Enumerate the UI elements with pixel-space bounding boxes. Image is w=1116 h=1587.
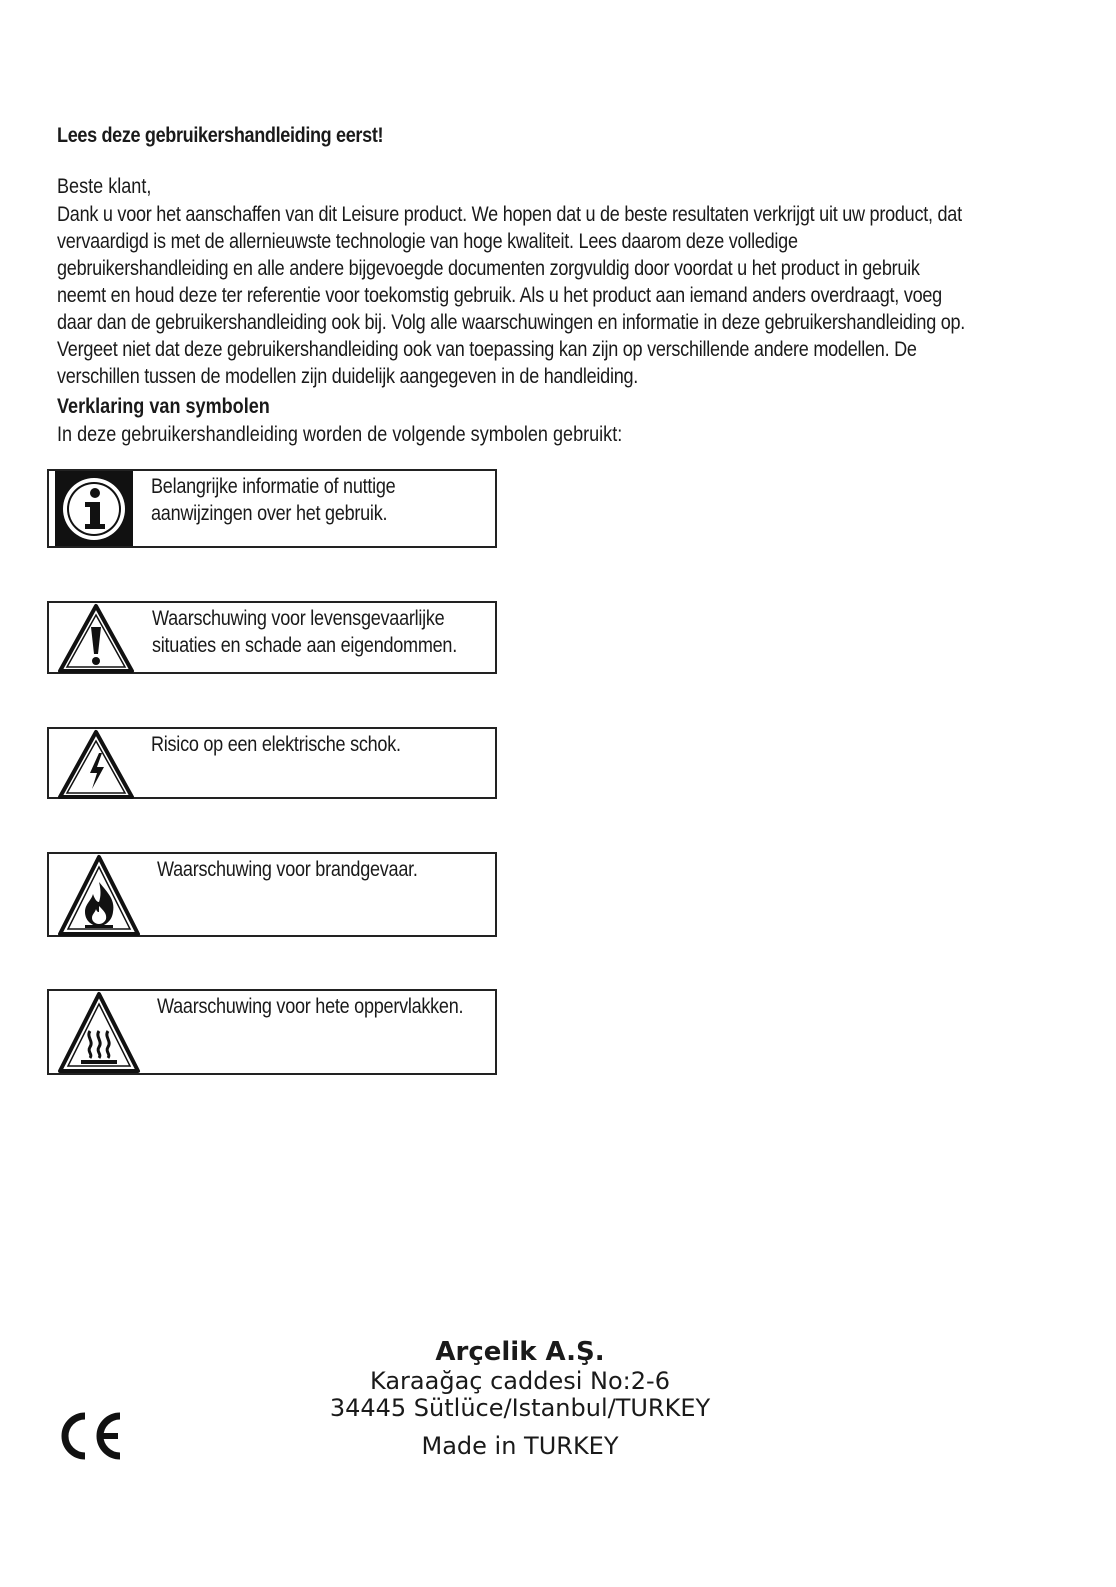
symbols-intro: In deze gebruikershandleiding worden de volgende symbolen gebruikt:	[57, 423, 623, 446]
fire-hazard-icon	[57, 854, 141, 936]
symbol-description: Waarschuwing voor levensgevaarlijke situaties en schade aan eigendommen.	[152, 607, 457, 657]
symbol-description: Belangrijke informatie of nuttige aanwijzingen over het gebruik.	[151, 475, 396, 525]
symbol-description: Risico op een elektrische schok.	[151, 733, 401, 756]
intro-line: daar dan de gebruikershandleiding ook bij. Volg alle waarschuwingen en informatie in deze gebruikershandleiding op.	[57, 311, 966, 334]
symbol-box-electric	[47, 727, 497, 799]
warning-exclamation-icon	[57, 603, 135, 673]
symbols-heading: Verklaring van symbolen	[57, 395, 270, 418]
symbol-box-warning	[47, 601, 497, 674]
greeting-text: Beste klant,	[57, 175, 152, 198]
intro-line: neemt en houd deze ter referentie voor toekomstig gebruik. Als u het product aan iemand anders overdraagt, voeg	[57, 284, 942, 307]
made-in-text: Made in TURKEY	[421, 1432, 619, 1460]
page-title: Lees deze gebruikershandleiding eerst!	[57, 124, 384, 147]
intro-line: gebruikershandleiding en alle andere bijgevoegde documenten zorgvuldig door voordat u het product in gebruik	[57, 257, 920, 280]
symbol-description: Waarschuwing voor hete oppervlakken.	[157, 995, 464, 1018]
address-line: Karaağaç caddesi No:2-6	[370, 1367, 670, 1395]
electric-shock-icon	[57, 729, 135, 799]
intro-paragraph	[57, 201, 1046, 390]
info-icon	[55, 471, 133, 546]
address-line: 34445 Sütlüce/Istanbul/TURKEY	[329, 1394, 711, 1422]
manufacturer-address	[320, 1336, 720, 1460]
intro-line: Vergeet niet dat deze gebruikershandleiding ook van toepassing kan zijn op verschillende andere modellen. De	[57, 338, 917, 361]
symbol-box-info	[47, 469, 497, 548]
hot-surface-icon	[57, 991, 141, 1073]
symbol-description: Waarschuwing voor brandgevaar.	[157, 858, 418, 881]
ce-mark-icon	[56, 1410, 126, 1462]
symbol-box-hot-surface	[47, 989, 497, 1075]
intro-line: Dank u voor het aanschaffen van dit Leisure product. We hopen dat u de beste resultaten verkrijgt uit uw product, dat	[57, 203, 962, 226]
intro-line: vervaardigd is met de allernieuwste technologie van hoge kwaliteit. Lees daarom deze volledige	[57, 230, 798, 253]
intro-line: verschillen tussen de modellen zijn duidelijk aangegeven in de handleiding.	[57, 365, 639, 388]
symbol-box-fire	[47, 852, 497, 937]
company-name: Arçelik A.Ş.	[435, 1337, 605, 1367]
